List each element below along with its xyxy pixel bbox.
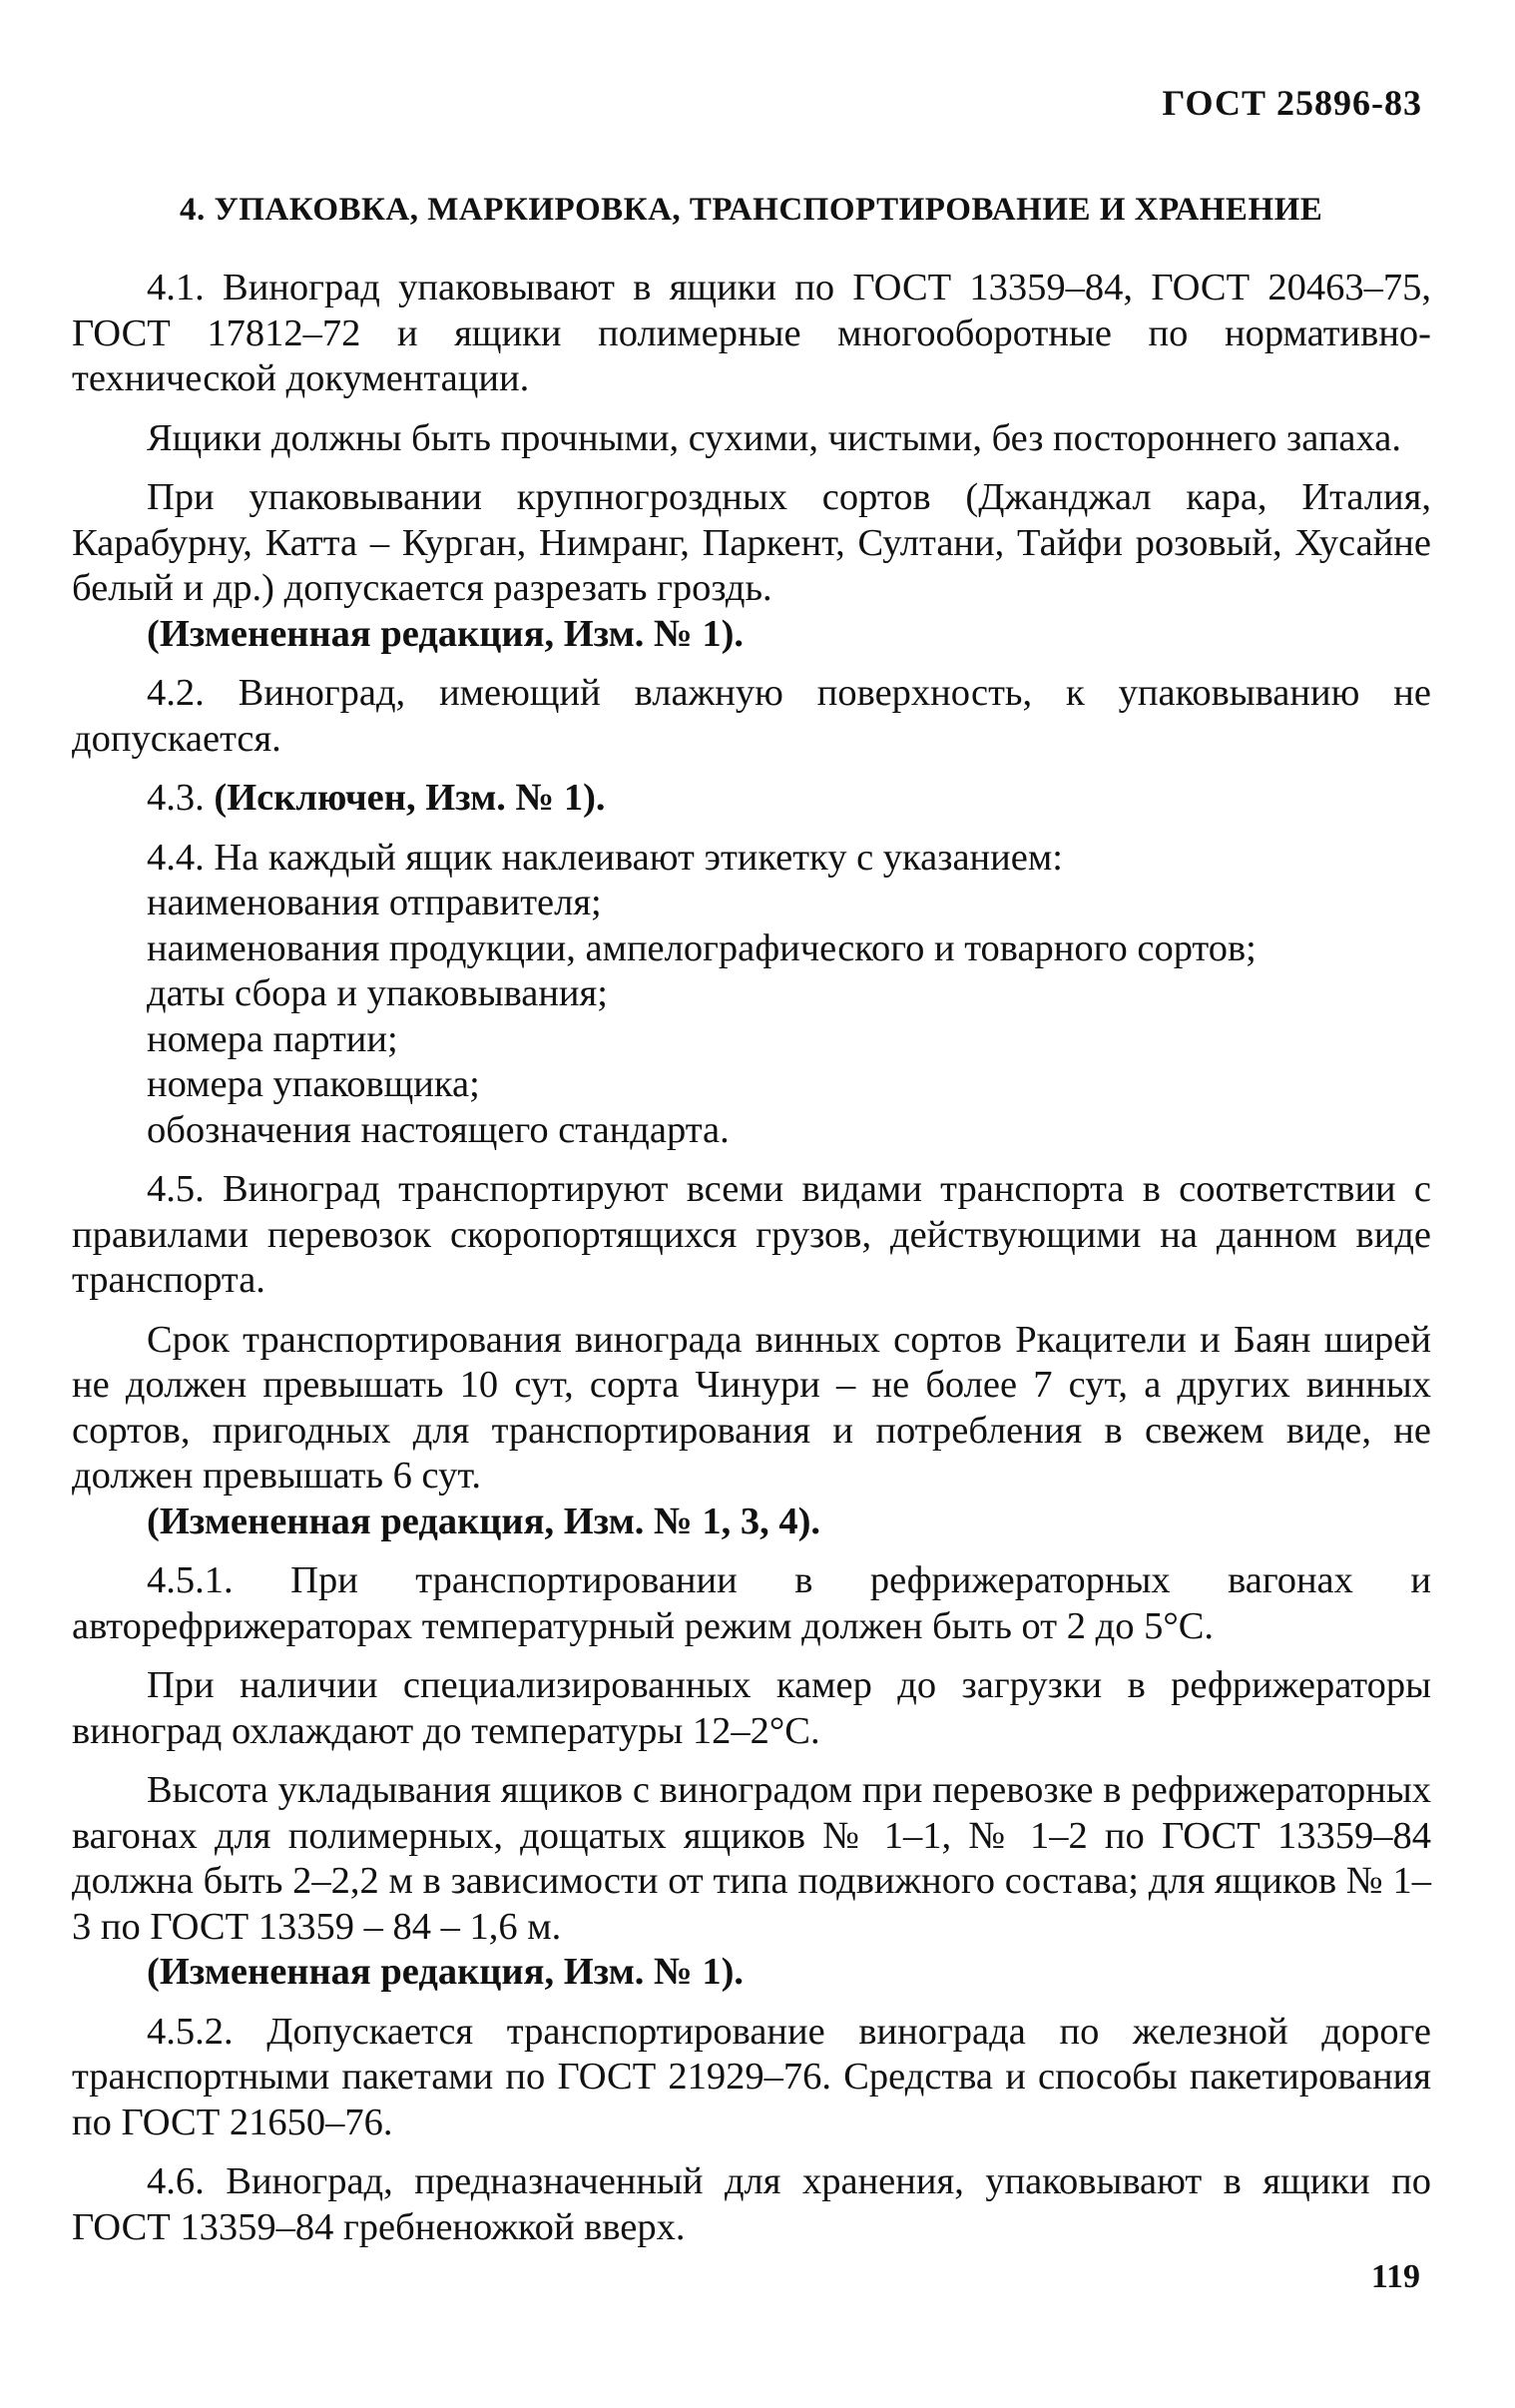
list-item: номера упаковщика; <box>147 1063 480 1105</box>
paragraph-4-1: 4.1. Виноград упаковывают в ящики по ГОСТ 13359–84, ГОСТ 20463–75, ГОСТ 17812–72 и ящики полимерные многооборотные по нормативно-технической документации. <box>72 267 1431 399</box>
paragraph-4-3 <box>72 776 1431 822</box>
body-text <box>72 266 1431 2250</box>
paragraph-4-5-1: 4.5.1. При транспортировании в рефрижераторных вагонах и авторефрижераторах температурный режим должен быть от 2 до 5°С. <box>72 1559 1431 1647</box>
paragraph-4-5-1-stacking: Высота укладывания ящиков с виноградом при перевозке в рефрижераторных вагонах для полимерных, дощатых ящиков № 1–1, № 1–2 по ГОСТ 13359–84 должна быть 2–2,2 м в зависимости от типа подвижного состава; для ящиков № 1–3 по ГОСТ 13359 – 84 – 1,6 м. <box>72 1769 1431 1948</box>
section-title: 4. УПАКОВКА, МАРКИРОВКА, ТРАНСПОРТИРОВАНИЕ И ХРАНЕНИЕ <box>180 192 1323 228</box>
list-item: наименования отправителя; <box>147 882 602 923</box>
list-item: номера партии; <box>147 1017 398 1060</box>
paragraph-4-4: 4.4. На каждый ящик наклеивают этикетку с указанием: <box>147 836 1063 879</box>
paragraph-4-2: 4.2. Виноград, имеющий влажную поверхность, к упаковыванию не допускается. <box>72 672 1431 760</box>
paragraph-4-1-boxes: Ящики должны быть прочными, сухими, чистыми, без постороннего запаха. <box>147 416 1401 459</box>
amendment-note-3: (Измененная редакция, Изм. № 1). <box>147 1951 745 1993</box>
paragraph-4-3-number: 4.3. <box>147 777 205 819</box>
paragraph-4-5-2: 4.5.2. Допускается транспортирование винограда по железной дороге транспортными пакетами по ГОСТ 21929–76. Средства и способы пакетирования по ГОСТ 21650–76. <box>72 2010 1431 2143</box>
page-number: 119 <box>1370 2258 1420 2295</box>
amendment-note-2: (Измененная редакция, Изм. № 1, 3, 4). <box>147 1500 821 1542</box>
label-items-list <box>72 881 1431 1153</box>
amendment-note-1: (Измененная редакция, Изм. № 1). <box>147 612 745 655</box>
standard-header: ГОСТ 25896-83 <box>1162 83 1422 123</box>
list-item: обозначения настоящего стандарта. <box>147 1108 730 1151</box>
list-item: даты сбора и упаковывания; <box>147 972 608 1014</box>
paragraph-4-5-1-cooling: При наличии специализированных камер до загрузки в рефрижераторы виноград охлаждают до температуры 12–2°С. <box>72 1664 1431 1752</box>
paragraph-4-5: 4.5. Виноград транспортируют всеми видами транспорта в соответствии с правилами перевозок скоропортящихся грузов, действующими на данном виде транспорта. <box>72 1168 1431 1301</box>
paragraph-4-6: 4.6. Виноград, предназначенный для хранения, упаковывают в ящики по ГОСТ 13359–84 гребненожкой вверх. <box>72 2160 1431 2248</box>
paragraph-4-5-term: Срок транспортирования винограда винных сортов Ркацители и Баян ширей не должен превышать 10 сут, сорта Чинури – не более 7 сут, а других винных сортов, пригодных для транспортирования и потребления в свежем виде, не должен превышать 6 сут. <box>72 1318 1431 1497</box>
paragraph-4-3-excluded: (Исключен, Изм. № 1). <box>214 777 606 819</box>
paragraph-4-1-varieties: При упаковывании крупногроздных сортов (Джанджал кара, Италия, Карабурну, Катта – Курган, Нимранг, Паркент, Султани, Тайфи розовый, Хусайне белый и др.) допускается разрезать гроздь. <box>72 476 1431 609</box>
list-item: наименования продукции, ампелографического и товарного сортов; <box>147 926 1257 969</box>
